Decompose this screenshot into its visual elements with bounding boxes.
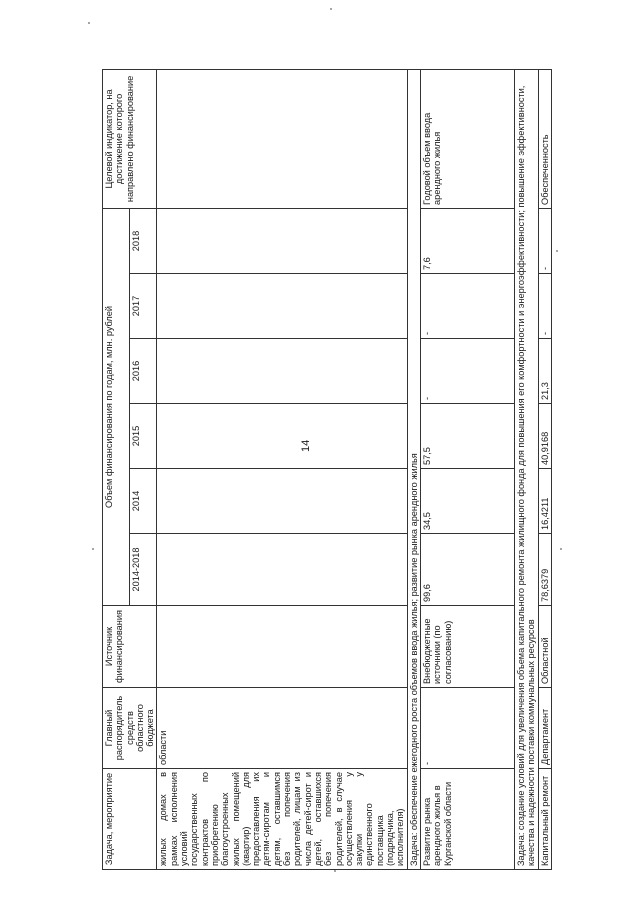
value-cell: 21,3 <box>538 339 551 404</box>
task-line: осуществления у <box>343 772 354 866</box>
task-line: родителей, лицам из <box>292 772 303 866</box>
value-cell: - <box>538 274 551 339</box>
empty-cell <box>157 339 407 404</box>
header-distributor: Главный распорядитель средств областного бюджета <box>103 688 157 769</box>
empty-cell <box>157 404 407 469</box>
value-cell: 99,6 <box>420 534 514 606</box>
task-line: благоустроенных <box>220 792 231 866</box>
year-header: 2018 <box>130 208 157 273</box>
task-line: (подрядчика, <box>385 810 396 866</box>
task-line: контрактов по <box>199 772 210 866</box>
scan-speck <box>556 250 558 252</box>
task-line: условий <box>179 831 190 866</box>
value-cell: 78,6379 <box>538 534 551 606</box>
financing-table <box>102 69 552 870</box>
empty-cell <box>157 69 407 208</box>
empty-cell <box>157 274 407 339</box>
value-cell: 7,6 <box>420 208 514 273</box>
task-row <box>407 69 420 869</box>
task-line: (квартир) для <box>240 772 251 866</box>
task-line: приобретению <box>209 804 220 866</box>
value-cell: 57,5 <box>420 404 514 469</box>
scan-speck <box>334 870 336 872</box>
task-line: детям, оставшимся <box>271 772 282 866</box>
continuation-task-cell <box>157 769 407 870</box>
repair-target-cell: Обеспеченность <box>538 69 551 208</box>
header-task: Задача, мероприятие <box>103 769 157 870</box>
task-line: без попечения <box>282 772 293 866</box>
empty-cell <box>157 208 407 273</box>
repair-task-cell: Капитальный ремонт <box>538 769 551 870</box>
task-line: закупки у <box>354 772 365 866</box>
year-header: 2016 <box>130 339 157 404</box>
header-volume: Объем финансирования по годам, млн. рублей <box>103 208 130 605</box>
empty-cell <box>157 534 407 606</box>
task-repair-heading: Задача: создание условий для увеличения объема капитального ремонта жилищного фонда для повышения его комфортности и энергоэффективности; повышение эффективности, качества и надежности поставки коммунальных ресурсов <box>514 69 538 869</box>
task-line: детей, оставшихся <box>312 772 323 866</box>
task-line: жилых домах в <box>158 772 169 866</box>
task-line: без попечения <box>323 772 334 866</box>
year-header: 2014-2018 <box>130 534 157 606</box>
task-line: предоставления их <box>251 772 262 866</box>
rental-target-cell: Годовой объем ввода арендного жилья <box>420 69 514 208</box>
task-line: жилых помещений <box>230 772 241 866</box>
value-cell: 34,5 <box>420 469 514 534</box>
header-row <box>103 69 130 869</box>
task-line: детям-сиротам и <box>261 772 272 866</box>
task-line: поставщика <box>374 815 385 866</box>
task-line: родителей, в случае <box>333 772 344 866</box>
rental-source-cell: Внебюджетные источники (по согласованию) <box>420 606 514 688</box>
scan-speck <box>560 548 562 550</box>
task-line: рамках исполнения <box>168 772 179 866</box>
repair-distributor-cell: Департамент <box>538 688 551 769</box>
rental-task-cell: Развитие рынка арендного жилья в Курганской области <box>420 769 514 870</box>
header-target: Целевой индикатор, на достижение которого направлено финансирование <box>103 69 157 208</box>
value-cell: - <box>538 208 551 273</box>
value-cell: - <box>420 274 514 339</box>
page-number: 14 <box>300 439 312 452</box>
task-line: числа детей-сирот и <box>302 772 313 866</box>
task-line: исполнителя) <box>395 808 406 866</box>
table-row <box>420 69 514 869</box>
value-cell: 40,9168 <box>538 404 551 469</box>
task-row <box>514 69 538 869</box>
year-header: 2017 <box>130 274 157 339</box>
scan-speck <box>330 8 332 10</box>
scan-speck <box>88 22 90 24</box>
value-cell: 16,4211 <box>538 469 551 534</box>
header-source: Источник финансирования <box>103 606 157 688</box>
year-header: 2014 <box>130 469 157 534</box>
table-row <box>157 69 407 869</box>
rental-distributor-cell: - <box>420 688 514 769</box>
year-header: 2015 <box>130 404 157 469</box>
rotated-page <box>102 70 624 870</box>
empty-cell <box>157 606 407 688</box>
empty-cell <box>157 469 407 534</box>
repair-source-cell: Областной <box>538 606 551 688</box>
task-line: государственных <box>189 793 200 866</box>
table-row <box>538 69 551 869</box>
scan-speck <box>92 548 94 550</box>
task-line: единственного <box>364 803 375 866</box>
task-rental-heading: Задача: обеспечение ежегодного роста объемов ввода жилья; развитие рынка арендного жилья <box>407 69 420 869</box>
continuation-distributor-cell: области <box>157 688 407 769</box>
value-cell: - <box>420 339 514 404</box>
